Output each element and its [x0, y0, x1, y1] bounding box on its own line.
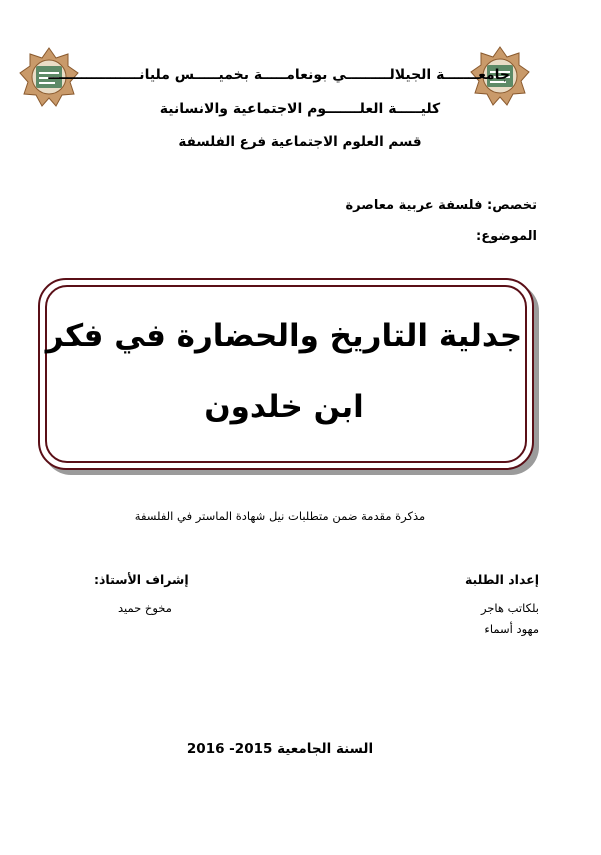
title-frame	[38, 278, 534, 470]
specialty: تخصص: فلسفة عربية معاصرة	[345, 198, 537, 213]
subject-label: الموضوع:	[476, 229, 537, 244]
department-name: قسم العلوم الاجتماعية فرع الفلسفة	[178, 134, 422, 150]
supervisor-name: مخوخ حميد	[118, 601, 172, 615]
memo-statement: مذكرة مقدمة ضمن متطلبات نيل شهادة الماستر في الفلسفة	[134, 509, 426, 523]
students-label: إعداد الطلبة	[464, 572, 539, 587]
supervisor-label: إشراف الأستاذ:	[94, 572, 189, 587]
university-name: جامعـــــــة الجيلالـــــــــي بونعامـــــة بخميـــــس مليانـــــــــــــــــــ	[48, 67, 510, 83]
student-name: مهود أسماء	[484, 622, 539, 636]
thesis-title-line-2: ابن خلدون	[204, 389, 364, 425]
thesis-title-line-1: جدلية التاريخ والحضارة في فكر	[45, 318, 523, 354]
student-name: بلكاتب هاجر	[480, 601, 539, 615]
faculty-name: كليـــــة العلـــــــوم الاجتماعية والانسانية	[159, 101, 441, 117]
academic-year: السنة الجامعية 2015- 2016	[186, 741, 374, 757]
